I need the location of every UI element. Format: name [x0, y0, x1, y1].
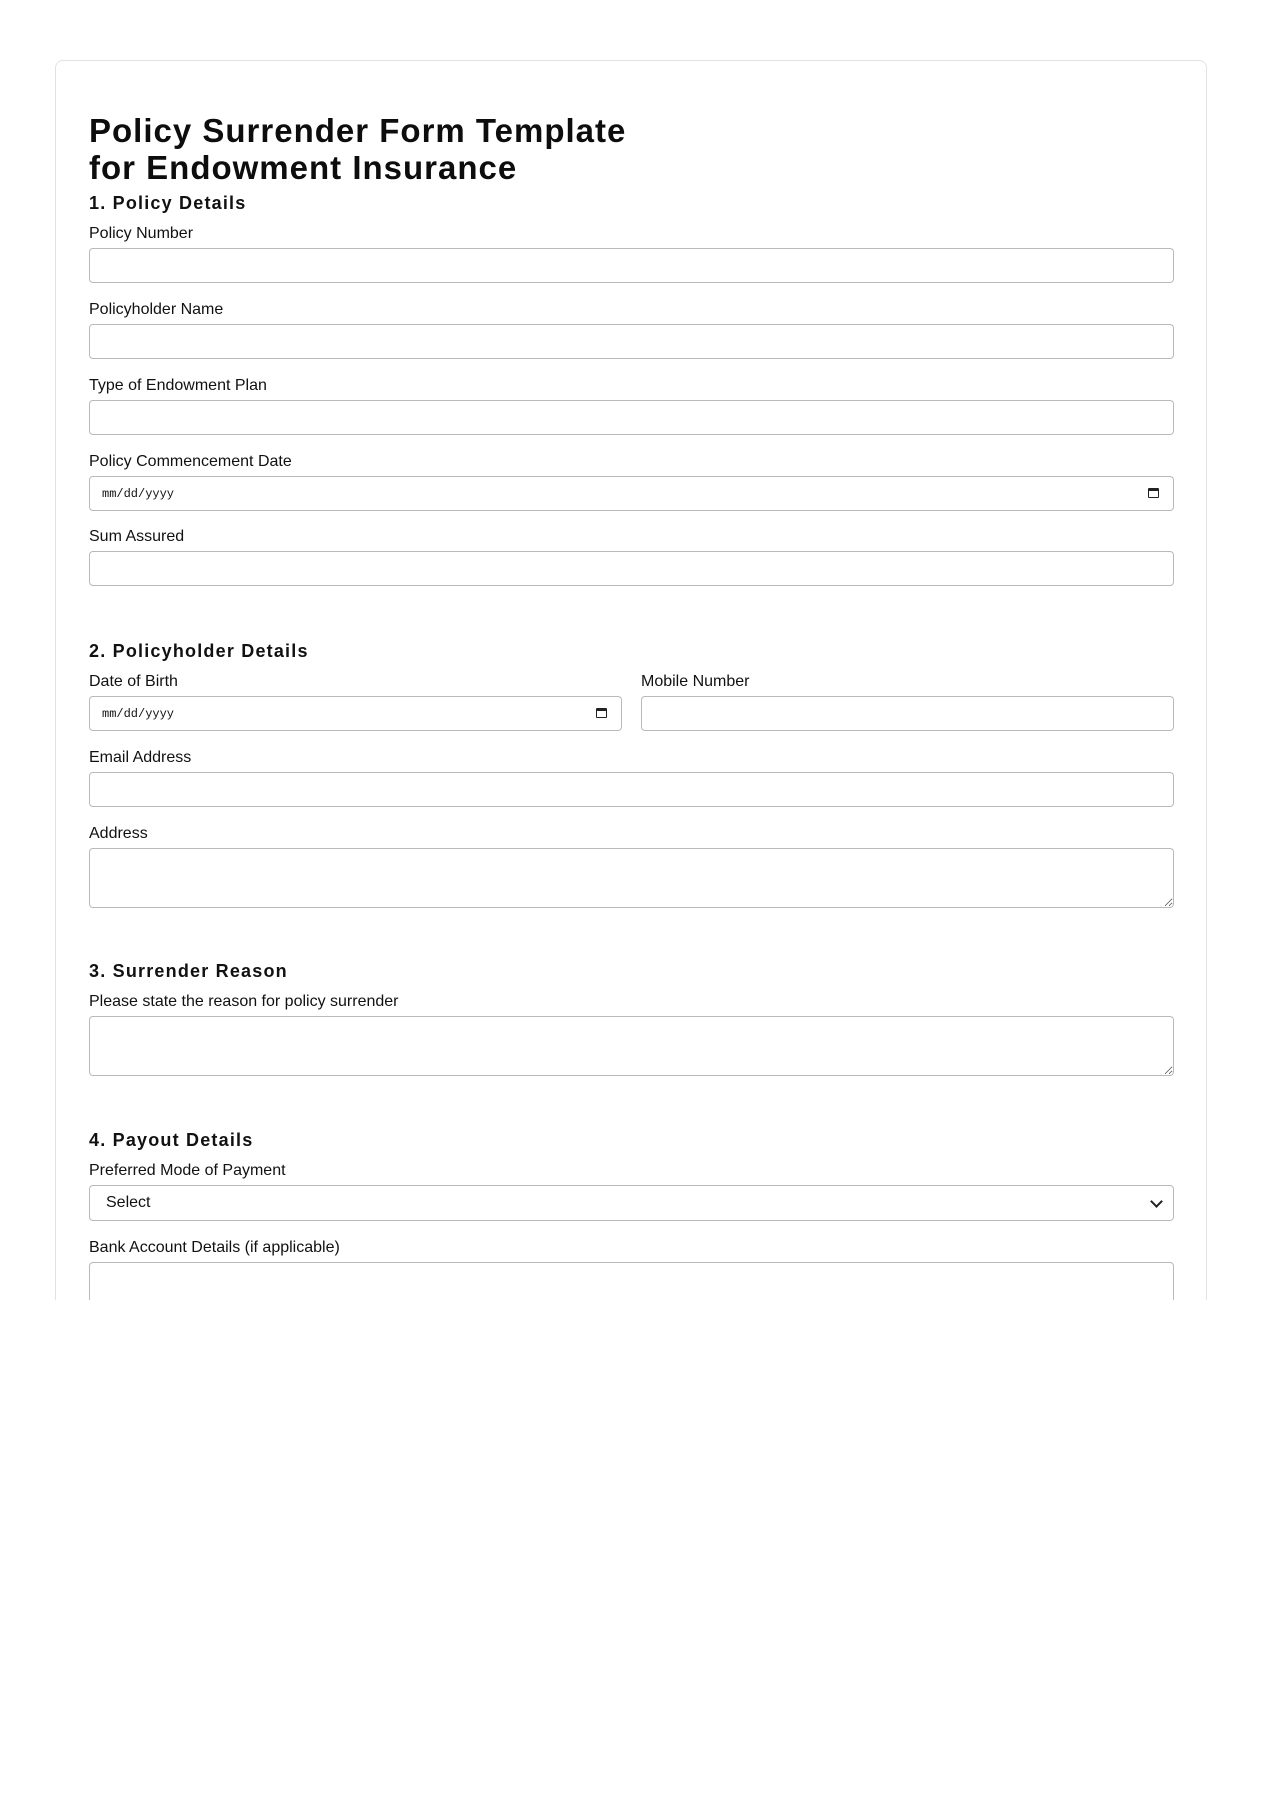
- sum-assured-input[interactable]: [89, 551, 1174, 586]
- chevron-down-icon: [1150, 1195, 1163, 1208]
- policy-number-input[interactable]: [89, 248, 1174, 283]
- policy-number-label: Policy Number: [89, 225, 194, 242]
- address-label: Address: [89, 825, 148, 842]
- plan-type-input[interactable]: [89, 400, 1174, 435]
- mobile-number-input[interactable]: [641, 696, 1174, 731]
- section-heading-policyholder-details: 2. Policyholder Details: [89, 641, 309, 661]
- dob-input[interactable]: [89, 696, 622, 731]
- commencement-date-label: Policy Commencement Date: [89, 453, 292, 470]
- calendar-icon[interactable]: [596, 708, 607, 718]
- calendar-icon[interactable]: [1148, 488, 1159, 498]
- policyholder-name-label: Policyholder Name: [89, 301, 224, 318]
- address-textarea[interactable]: [89, 848, 1174, 908]
- section-heading-policy-details: 1. Policy Details: [89, 193, 247, 213]
- bank-details-label: Bank Account Details (if applicable): [89, 1239, 340, 1256]
- dob-label: Date of Birth: [89, 673, 178, 690]
- payment-mode-select[interactable]: [89, 1185, 1174, 1221]
- email-address-input[interactable]: [89, 772, 1174, 807]
- page-title: Policy Surrender Form Template for Endowment Insurance: [89, 112, 627, 186]
- section-heading-surrender-reason: 3. Surrender Reason: [89, 961, 288, 981]
- surrender-reason-label: Please state the reason for policy surrender: [89, 993, 399, 1010]
- plan-type-label: Type of Endowment Plan: [89, 377, 267, 394]
- commencement-date-placeholder: mm/dd/yyyy: [102, 487, 175, 501]
- sum-assured-label: Sum Assured: [89, 528, 185, 545]
- form-card: [55, 60, 1207, 1300]
- email-address-label: Email Address: [89, 749, 192, 766]
- payment-mode-label: Preferred Mode of Payment: [89, 1162, 286, 1179]
- section-heading-payout-details: 4. Payout Details: [89, 1130, 254, 1150]
- bank-details-textarea[interactable]: [89, 1262, 1174, 1300]
- mobile-number-label: Mobile Number: [641, 673, 750, 690]
- surrender-reason-textarea[interactable]: [89, 1016, 1174, 1076]
- commencement-date-input[interactable]: [89, 476, 1174, 511]
- payment-mode-selected-value: Select: [106, 1194, 151, 1211]
- policyholder-name-input[interactable]: [89, 324, 1174, 359]
- dob-placeholder: mm/dd/yyyy: [102, 707, 175, 721]
